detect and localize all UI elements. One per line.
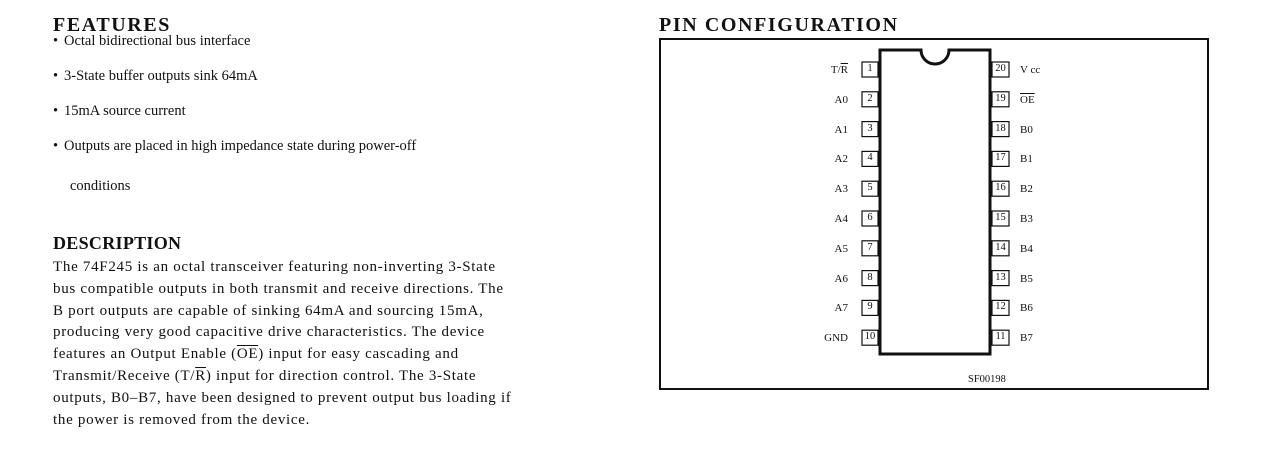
features-heading: FEATURES	[53, 14, 172, 36]
pin-label: B5	[1020, 272, 1033, 285]
pin-number: 16	[995, 182, 1006, 194]
bullet-icon: •	[53, 33, 59, 49]
pin-number: 9	[867, 301, 873, 313]
pin-number: 20	[995, 63, 1006, 74]
description-line: The 74F245 is an octal transceiver featuring non-inverting 3-State	[53, 259, 496, 275]
pin-number: 14	[995, 241, 1006, 253]
pin-label: B2	[1020, 183, 1033, 196]
pin-number: 13	[995, 271, 1006, 283]
description-line: the power is removed from the device.	[53, 411, 311, 428]
chip-id-label: SF00198	[968, 374, 1006, 385]
chip-body	[880, 50, 990, 354]
pin-label: A0	[834, 93, 848, 106]
pin-label	[1020, 94, 1035, 106]
pin-number: 1	[867, 63, 873, 74]
pin-label: A2	[834, 153, 848, 166]
pin-label: A6	[834, 272, 848, 285]
pin-number: 8	[867, 271, 873, 283]
pin-number: 11	[995, 331, 1006, 343]
pin-label: GND	[824, 332, 848, 345]
feature-continuation: conditions	[70, 178, 131, 194]
pin-label: B3	[1020, 213, 1033, 225]
pin-number: 4	[867, 152, 873, 164]
feature-text: Octal bidirectional bus interface	[64, 33, 251, 49]
pin-label: B0	[1020, 123, 1033, 136]
pin-label: B1	[1020, 153, 1033, 166]
pin-label: $T/\overline{R}$	[830, 64, 848, 76]
description-line: outputs, B0–B7, have been designed to prevent output bus loading if	[53, 389, 512, 406]
pin-label: V cc	[1020, 64, 1041, 76]
pin-number: 19	[995, 92, 1006, 104]
description-heading: DESCRIPTION	[53, 233, 182, 253]
pin-label-overline: $\overline{R}$	[840, 64, 848, 76]
pin-number: 17	[995, 152, 1006, 164]
bullet-icon: •	[53, 68, 59, 84]
pin-label: A1	[834, 123, 848, 136]
pin-label: B4	[1020, 242, 1033, 255]
description-text: ) input for easy cascading and	[258, 346, 459, 363]
pin-label: A7	[834, 302, 848, 315]
pin-label: A4	[834, 213, 848, 225]
bullet-icon: •	[53, 103, 59, 119]
pin-number: 18	[995, 122, 1006, 134]
pin-label: A3	[834, 183, 848, 196]
description-line: bus compatible outputs in both transmit and receive directions. The	[53, 280, 504, 297]
bullet-icon: •	[53, 138, 59, 154]
pin-number: 6	[867, 212, 873, 223]
pin-label: A5	[834, 242, 848, 255]
feature-text: 15mA source current	[64, 103, 186, 119]
pin-label-overline: $\overline{OE}$	[1020, 93, 1035, 106]
description-text: ) input for direction control. The 3-State	[205, 367, 477, 384]
pin-number: 2	[867, 92, 873, 104]
r-overline-text: $\overline{R}$	[195, 367, 206, 384]
pin-boxes	[862, 62, 1009, 345]
description-line: B port outputs are capable of sinking 64mA and sourcing 15mA,	[53, 302, 484, 319]
oe-overline-text: $\overline{OE}$	[236, 346, 259, 363]
pin-number: 3	[867, 122, 873, 134]
description-line: producing very good capacitive drive characteristics. The device	[53, 324, 485, 341]
pin-number: 12	[995, 301, 1006, 313]
pin-number: 10	[864, 331, 876, 343]
pin-number: 5	[867, 182, 873, 194]
pin-number: 7	[867, 241, 873, 253]
pin-config-heading: PIN CONFIGURATION	[659, 14, 899, 36]
feature-text: Outputs are placed in high impedance state during power-off	[64, 138, 417, 154]
description-text: features an Output Enable (	[53, 346, 237, 363]
pin-number: 15	[995, 212, 1006, 223]
pin-label: B6	[1020, 302, 1033, 315]
feature-text: 3-State buffer outputs sink 64mA	[64, 68, 258, 84]
pin-label: B7	[1020, 332, 1033, 345]
description-text: Transmit/Receive (T/	[53, 367, 196, 384]
